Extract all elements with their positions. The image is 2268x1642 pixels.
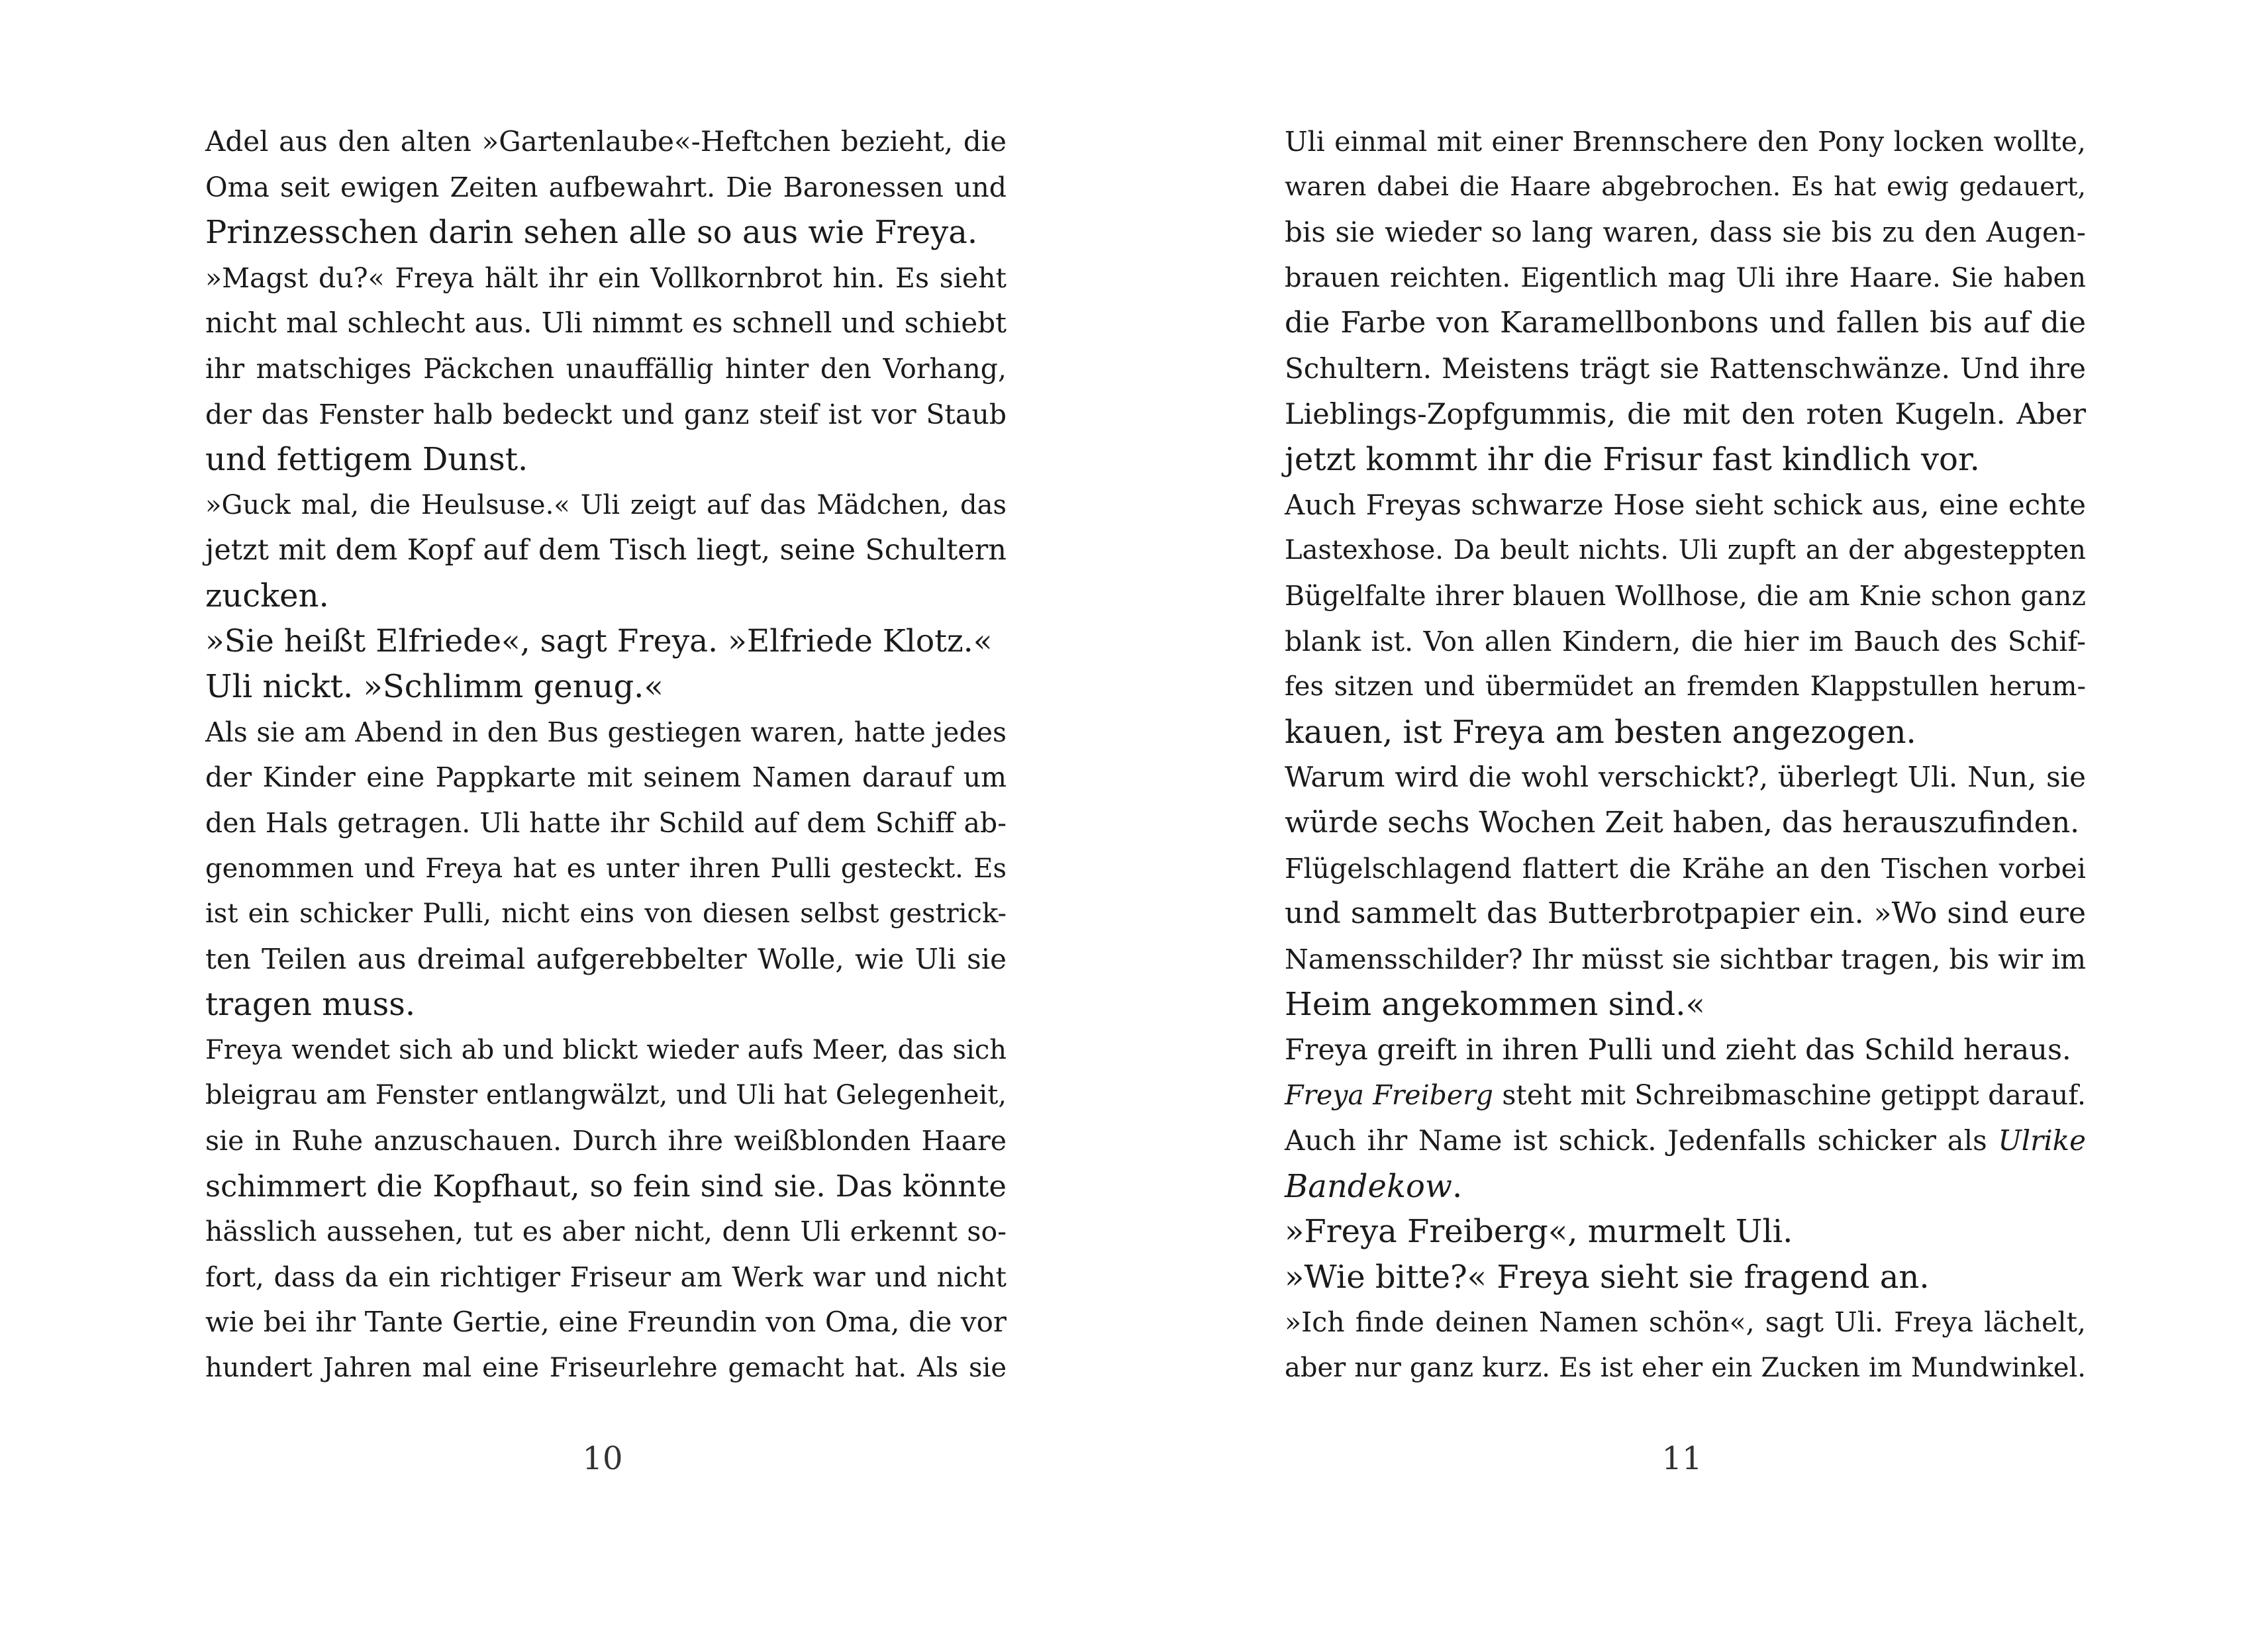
text-line: bleigrau am Fenster entlangwälzt, und Uli hat Gelegenheit, xyxy=(205,1080,1007,1111)
left-page-text xyxy=(205,119,1007,1391)
text-line: brauen reichten. Eigentlich mag Uli ihre Haare. Sie haben xyxy=(1285,262,2086,293)
text-line: wie bei ihr Tante Gertie, eine Freundin von Oma, die vor xyxy=(205,1306,1007,1339)
text-line: tragen muss. xyxy=(205,986,416,1024)
text-line: den Hals getragen. Uli hatte ihr Schild auf dem Schiff ab- xyxy=(205,806,1007,839)
text-line: fort, dass da ein richtiger Friseur am Werk war und nicht xyxy=(205,1261,1007,1293)
text-line: »Wie bitte?« Freya sieht sie fragend an. xyxy=(1285,1258,1930,1296)
text-line: Lastexhose. Da beult nichts. Uli zupft an der abgesteppten xyxy=(1285,535,2086,566)
text-line: schimmert die Kopfhaut, so fein sind sie. Das könnte xyxy=(205,1168,1007,1204)
italic-text: Ulrike xyxy=(1998,1124,2086,1157)
text-line: Schultern. Meistens trägt sie Rattenschwänze. Und ihre xyxy=(1285,352,2086,385)
text-line: der Kinder eine Pappkarte mit seinem Namen darauf um xyxy=(205,761,1007,794)
text-line: ten Teilen aus dreimal aufgerebbelter Wolle, wie Uli sie xyxy=(205,942,1007,975)
text-line: Oma seit ewigen Zeiten aufbewahrt. Die Baronessen und xyxy=(205,171,1007,203)
text-line: Flügelschlagend flattert die Krähe an den Tischen vorbei xyxy=(1285,852,2086,885)
text-line: Freya wendet sich ab und blickt wieder aufs Meer, das sich xyxy=(205,1034,1007,1065)
text-line: fes sitzen und übermüdet an fremden Klappstullen herum- xyxy=(1285,671,2086,702)
text-line: Adel aus den alten »Gartenlaube«-Heftchen bezieht, die xyxy=(205,125,1007,158)
page-number-right: 11 xyxy=(1661,1440,1702,1477)
text-line: »Ich finde deinen Namen schön«, sagt Uli. Freya lächelt, xyxy=(1285,1306,2086,1339)
text-line: Als sie am Abend in den Bus gestiegen waren, hatte jedes xyxy=(205,716,1007,748)
page-number-left: 10 xyxy=(582,1440,623,1477)
text-line: der das Fenster halb bedeckt und ganz steif ist vor Staub xyxy=(205,398,1007,430)
italic-text: Freya Freiberg xyxy=(1285,1079,1494,1112)
text-line: jetzt kommt ihr die Frisur fast kindlich vor. xyxy=(1285,441,1980,479)
text-line: Prinzesschen darin sehen alle so aus wie Freya. xyxy=(205,214,978,252)
right-page-text xyxy=(1285,119,2086,1391)
text-line: ist ein schicker Pulli, nicht eins von diesen selbst gestrick- xyxy=(205,898,1007,930)
italic-text: Bandekow xyxy=(1285,1167,1453,1205)
text-line: hundert Jahren mal eine Friseurlehre gemacht hat. Als sie xyxy=(205,1353,1007,1384)
text-line: waren dabei die Haare abgebrochen. Es hat ewig gedauert, xyxy=(1285,171,2086,202)
text-line: Heim angekommen sind.« xyxy=(1285,986,1705,1024)
text-line: zucken. xyxy=(205,577,329,614)
text-line: die Farbe von Karamellbonbons und fallen bis auf die xyxy=(1285,306,2086,340)
text-line: »Guck mal, die Heulsuse.« Uli zeigt auf das Mädchen, das xyxy=(205,489,1007,520)
text-line: aber nur ganz kurz. Es ist eher ein Zucken im Mundwinkel. xyxy=(1285,1353,2086,1384)
text-line: kauen, ist Freya am besten angezogen. xyxy=(1285,713,1916,751)
text-line: jetzt mit dem Kopf auf dem Tisch liegt, seine Schultern xyxy=(205,534,1007,567)
text-line: Auch Freyas schwarze Hose sieht schick aus, eine echte xyxy=(1285,488,2086,521)
text-line: Lieblings-Zopfgummis, die mit den roten Kugeln. Aber xyxy=(1285,397,2086,431)
text-line xyxy=(1285,1073,2086,1118)
text-line: »Freya Freiberg«, murmelt Uli. xyxy=(1285,1213,1793,1251)
text-line: Namensschilder? Ihr müsst sie sichtbar tragen, bis wir im xyxy=(1285,943,2086,975)
text-line: Warum wird die wohl verschickt?, überlegt Uli. Nun, sie xyxy=(1285,761,2086,794)
text-line: und fettigem Dunst. xyxy=(205,441,528,479)
text-line: Freya greift in ihren Pulli und zieht das Schild heraus. xyxy=(1285,1033,2071,1067)
text-line: Uli einmal mit einer Brennschere den Pony locken wollte, xyxy=(1285,126,2086,158)
text-segment: Auch ihr Name ist schick. Jedenfalls schicker als xyxy=(1285,1124,1998,1157)
text-line: hässlich aussehen, tut es aber nicht, denn Uli erkennt so- xyxy=(205,1216,1007,1248)
text-line: »Sie heißt Elfriede«, sagt Freya. »Elfriede Klotz.« xyxy=(205,622,993,659)
text-line xyxy=(1285,1118,2086,1164)
text-line: sie in Ruhe anzuschauen. Durch ihre weißblonden Haare xyxy=(205,1125,1007,1157)
text-segment: . xyxy=(1452,1167,1463,1205)
text-segment: steht mit Schreibmaschine getippt darauf. xyxy=(1493,1079,2087,1112)
text-line: blank ist. Von allen Kindern, die hier im Bauch des Schif- xyxy=(1285,625,2086,657)
text-line: bis sie wieder so lang waren, dass sie bis zu den Augen- xyxy=(1285,216,2086,249)
text-line: würde sechs Wochen Zeit haben, das herauszufinden. xyxy=(1285,805,2080,840)
text-line: »Magst du?« Freya hält ihr ein Vollkornbrot hin. Es sieht xyxy=(205,262,1007,294)
text-line: Uli nickt. »Schlimm genug.« xyxy=(205,668,664,706)
text-line: genommen und Freya hat es unter ihren Pulli gesteckt. Es xyxy=(205,853,1007,884)
text-line: und sammelt das Butterbrotpapier ein. »Wo sind eure xyxy=(1285,896,2086,931)
text-line: Bügelfalte ihrer blauen Wollhose, die am Knie schon ganz xyxy=(1285,579,2086,612)
text-line xyxy=(1285,1164,2086,1210)
text-line: nicht mal schlecht aus. Uli nimmt es schnell und schiebt xyxy=(205,307,1007,340)
text-line: ihr matschiges Päckchen unauffällig hinter den Vorhang, xyxy=(205,352,1007,385)
